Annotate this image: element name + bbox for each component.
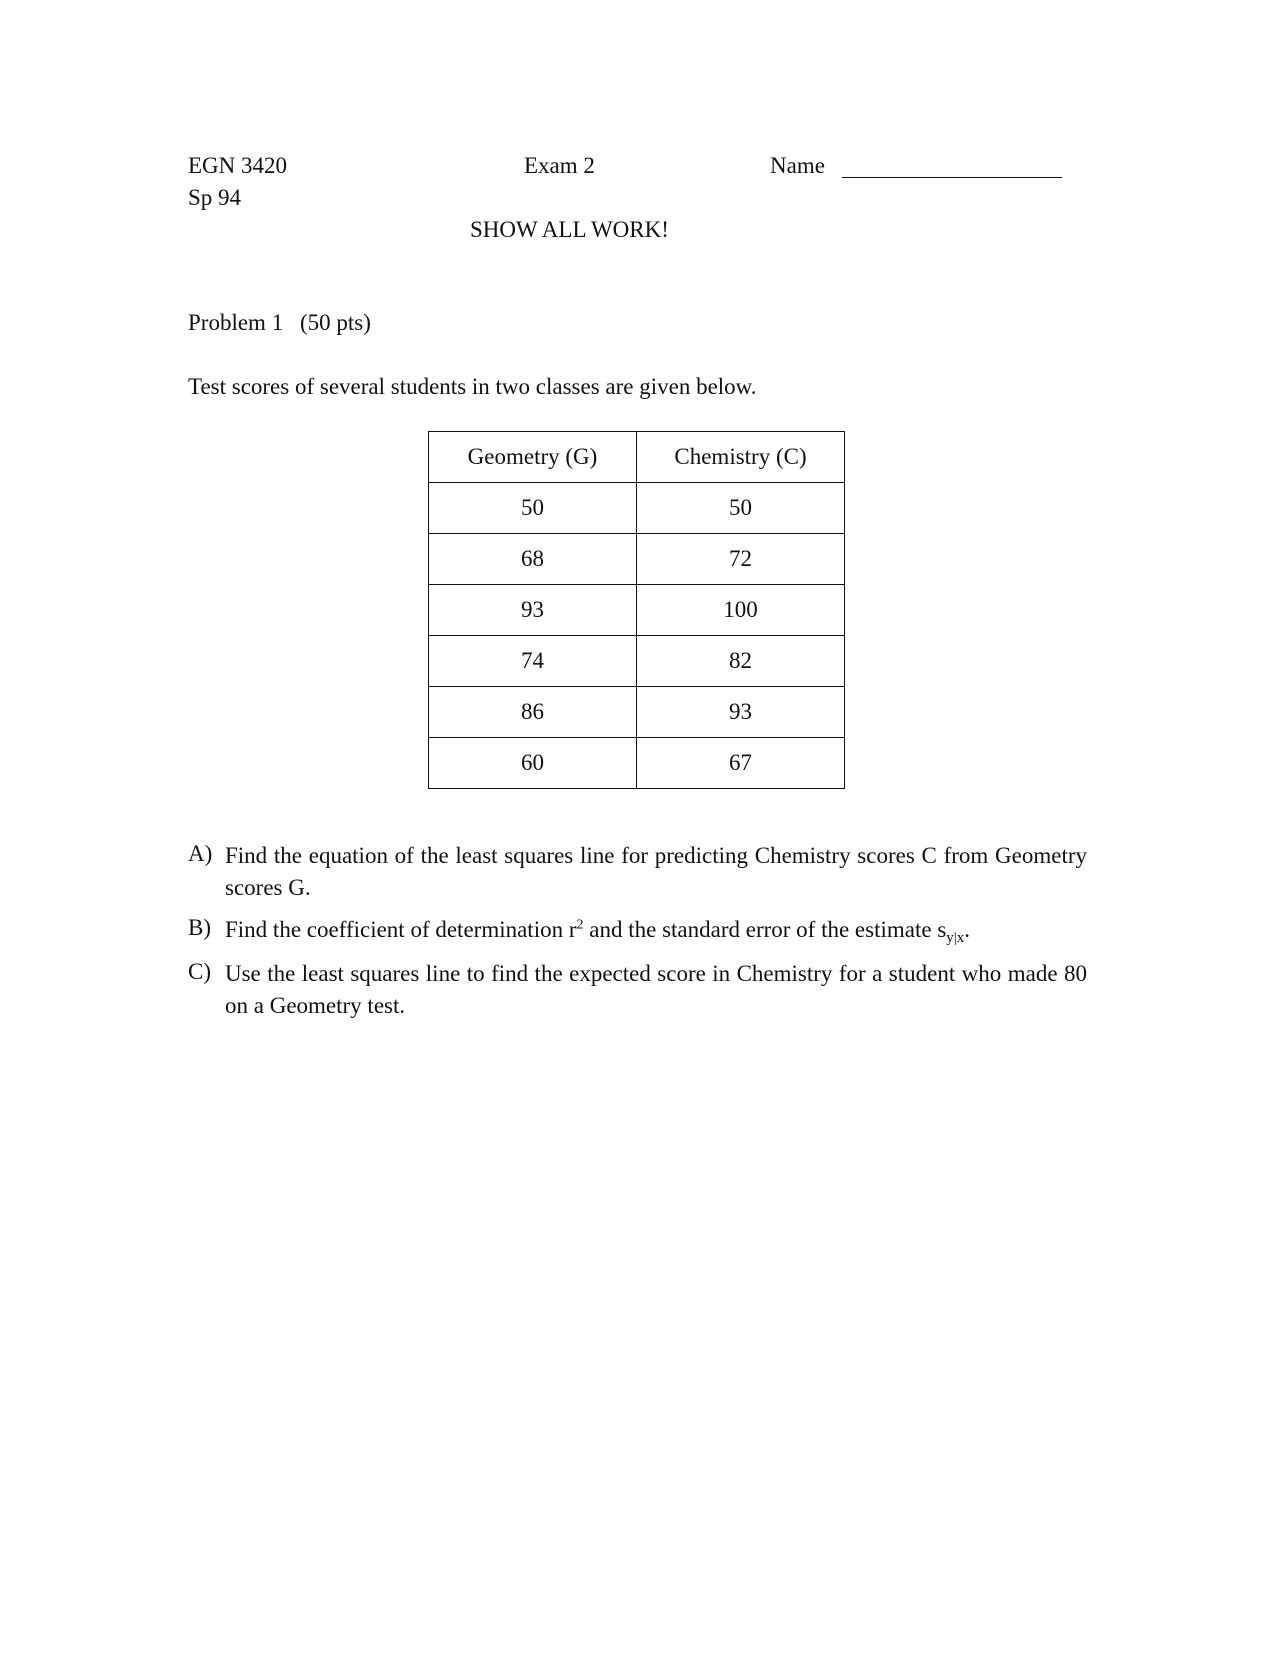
problem-points: (50 pts): [300, 310, 371, 335]
table-row: [429, 636, 845, 687]
question-b-text-end: .: [964, 917, 971, 942]
table-row: [429, 534, 845, 585]
question-b-text: [225, 914, 1087, 946]
s-subscript: y|x: [946, 930, 965, 946]
question-c-text: Use the least squares line to find the expected score in Chemistry for a student who made 80 on a Geometry test.: [225, 961, 1087, 1018]
chemistry-score: 82: [637, 636, 845, 687]
table-row: [429, 585, 845, 636]
geometry-score: 93: [429, 585, 637, 636]
question-c-letter: C): [188, 959, 211, 984]
r-exponent: 2: [576, 917, 584, 933]
exam-title: Exam 2: [524, 153, 595, 178]
course-code: EGN 3420: [188, 153, 288, 178]
question-b-letter: B): [188, 915, 211, 940]
table-row: [429, 483, 845, 534]
question-a-text: Find the equation of the least squares line for predicting Chemistry scores C from Geometry scores G.: [225, 843, 1087, 900]
geometry-score: 86: [429, 687, 637, 738]
chemistry-score: 67: [637, 738, 845, 789]
header-chemistry: Chemistry (C): [637, 432, 845, 483]
problem-intro: Test scores of several students in two classes are given below.: [188, 374, 757, 399]
problem-title: Problem 1: [188, 310, 284, 335]
instruction: SHOW ALL WORK!: [470, 217, 669, 242]
chemistry-score: 93: [637, 687, 845, 738]
name-label: Name: [770, 153, 825, 178]
chemistry-score: 100: [637, 585, 845, 636]
table-row: [429, 687, 845, 738]
chemistry-score: 50: [637, 483, 845, 534]
geometry-score: 68: [429, 534, 637, 585]
term: Sp 94: [188, 185, 242, 210]
chemistry-score: 72: [637, 534, 845, 585]
header-geometry: Geometry (G): [429, 432, 637, 483]
scores-table: [428, 431, 845, 789]
s-symbol: s: [937, 917, 947, 942]
table-header-row: [429, 432, 845, 483]
geometry-score: 60: [429, 738, 637, 789]
table-row: [429, 738, 845, 789]
name-blank-line: [842, 177, 1062, 178]
r-symbol: r: [568, 917, 577, 942]
geometry-score: 50: [429, 483, 637, 534]
question-a-letter: A): [188, 841, 213, 866]
question-b-text-middle: and the standard error of the estimate: [583, 917, 938, 942]
question-b-text-before: Find the coefficient of determination: [225, 917, 569, 942]
geometry-score: 74: [429, 636, 637, 687]
